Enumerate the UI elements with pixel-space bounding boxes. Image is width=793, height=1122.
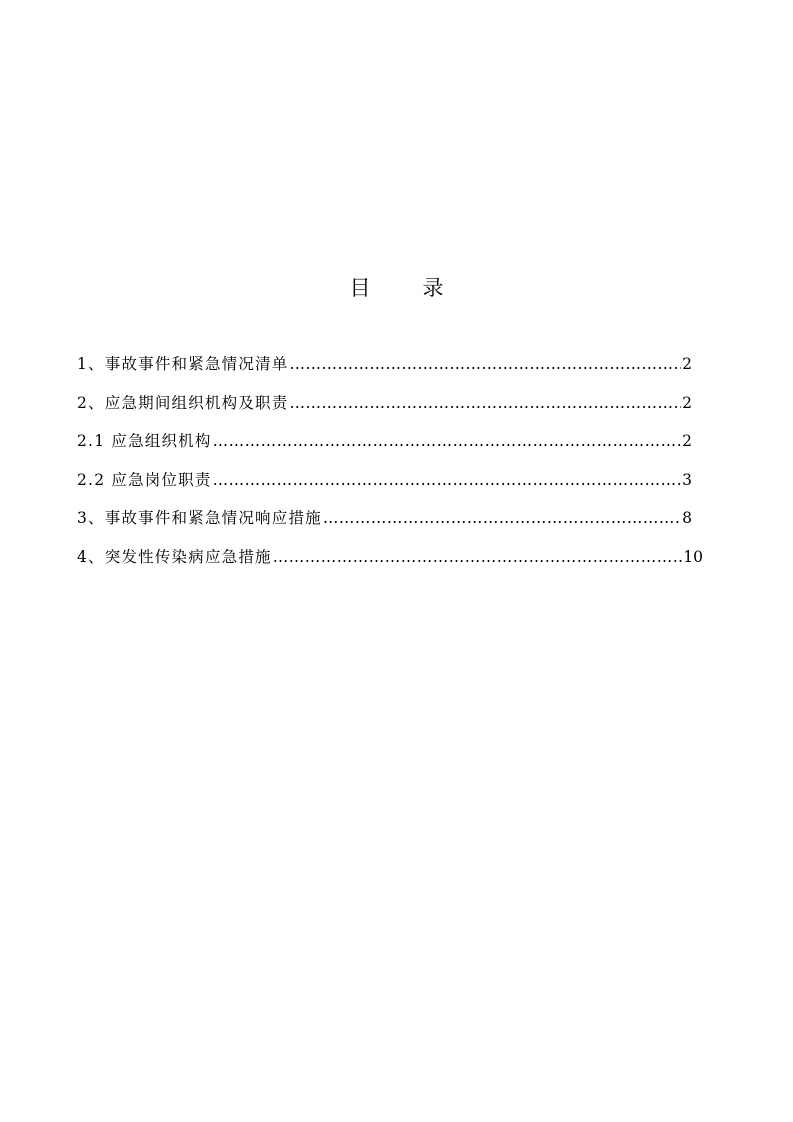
toc-entry-page: 2 xyxy=(682,432,692,450)
toc-leader-dots xyxy=(273,548,683,566)
toc-entry[interactable] xyxy=(77,468,703,507)
toc-title-char-1: 目 xyxy=(349,276,371,300)
toc-entry[interactable] xyxy=(77,391,703,430)
toc-leader-dots xyxy=(289,355,681,373)
toc-entry-page: 10 xyxy=(683,547,703,566)
toc-entry-label: 2.1 应急组织机构 xyxy=(77,432,212,450)
toc-entry-label: 1、事故事件和紧急情况清单 xyxy=(77,355,289,373)
toc-entry-label: 2.2 应急岗位职责 xyxy=(77,470,212,489)
toc-entry-label: 2、应急期间组织机构及职责 xyxy=(77,393,289,412)
toc-entry[interactable] xyxy=(77,352,703,391)
toc-entry[interactable] xyxy=(77,506,703,545)
toc-entry[interactable] xyxy=(77,429,703,468)
toc-leader-dots xyxy=(323,509,681,527)
toc-entry-page: 2 xyxy=(682,393,692,412)
toc-leader-dots xyxy=(289,394,681,412)
toc-entry-page: 2 xyxy=(682,355,692,373)
toc-entry[interactable] xyxy=(77,545,703,584)
toc-leader-dots xyxy=(213,432,682,450)
toc-title-char-2: 录 xyxy=(422,276,444,300)
toc-title xyxy=(0,272,793,302)
toc-entry-page: 8 xyxy=(682,509,692,527)
toc-entry-page: 3 xyxy=(682,470,692,489)
toc-leader-dots xyxy=(213,471,682,489)
toc-list xyxy=(77,352,703,583)
toc-entry-label: 4、突发性传染病应急措施 xyxy=(77,547,272,566)
toc-entry-label: 3、事故事件和紧急情况响应措施 xyxy=(77,509,322,527)
